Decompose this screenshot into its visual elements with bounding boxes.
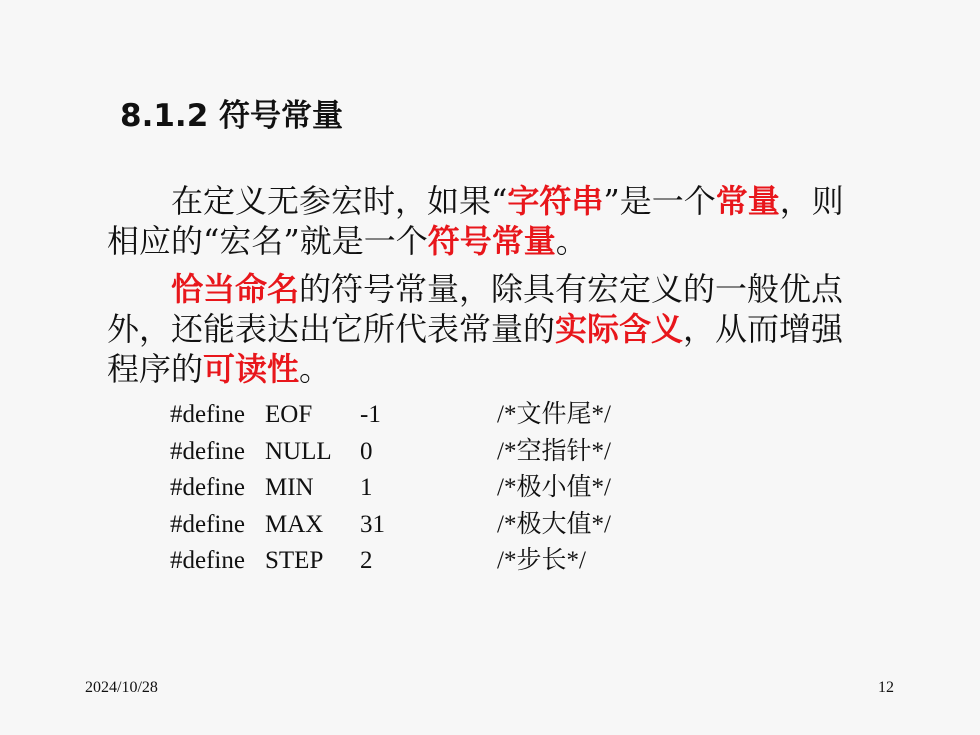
- define-keyword: #define: [170, 437, 245, 465]
- text-segment: ，从而增强程序的: [107, 310, 844, 388]
- highlight-proper-naming: 恰当命名: [171, 270, 300, 308]
- highlight-readability: 可读性: [203, 350, 300, 388]
- text-segment: 在定义无参宏时，如果“: [171, 182, 508, 220]
- macro-name: EOF: [265, 401, 313, 428]
- code-comment: /*极大值*/: [497, 510, 611, 538]
- page-number: 12: [878, 679, 894, 696]
- macro-value: 2: [360, 547, 373, 574]
- text-segment: ”是一个: [603, 182, 716, 220]
- code-comment: /*步长*/: [497, 547, 586, 574]
- text-segment: 。: [299, 350, 332, 388]
- define-keyword: #define: [170, 547, 245, 574]
- text-segment: 。: [555, 222, 588, 260]
- text-segment: 的符号常量，除具有宏定义的一般优点外，还能表达出它所代表常量的: [107, 270, 844, 348]
- code-comment: /*文件尾*/: [497, 401, 611, 428]
- highlight-symbolic-constant: 符号常量: [427, 222, 556, 260]
- macro-value: 1: [360, 474, 373, 501]
- macro-value: 31: [360, 510, 385, 538]
- macro-name: MAX: [265, 510, 324, 538]
- paragraph-advantages: [107, 269, 867, 389]
- macro-value: 0: [360, 437, 373, 465]
- code-comment: /*极小值*/: [497, 474, 611, 501]
- macro-name: STEP: [265, 547, 324, 574]
- footer-date: 2024/10/28: [85, 679, 158, 696]
- highlight-actual-meaning: 实际含义: [555, 310, 684, 348]
- code-comment: /*空指针*/: [497, 437, 611, 465]
- define-keyword: #define: [170, 474, 245, 501]
- text-segment: ，则相应的“宏名”就是一个: [107, 182, 844, 260]
- paragraph-definition: [107, 181, 867, 261]
- section-heading: 8.1.2 符号常量: [120, 98, 344, 134]
- macro-name: MIN: [265, 474, 314, 501]
- highlight-constant: 常量: [715, 182, 780, 220]
- highlight-string: 字符串: [507, 182, 604, 220]
- define-keyword: #define: [170, 510, 245, 538]
- macro-name: NULL: [265, 437, 332, 465]
- define-keyword: #define: [170, 401, 245, 428]
- macro-value: -1: [360, 401, 381, 428]
